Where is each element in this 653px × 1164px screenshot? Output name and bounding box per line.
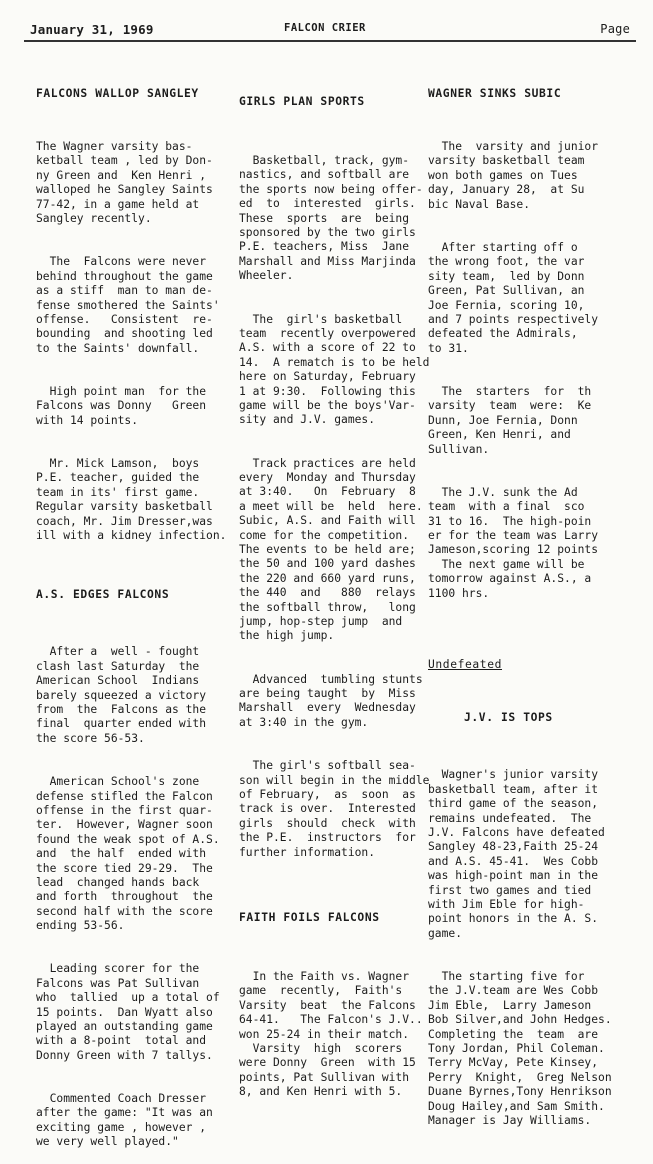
article-paragraph: Commented Coach Dresser after the game: "It was an exciting game , however , we very well played." [36, 1092, 213, 1149]
article-paragraph: The girl's softball sea- son will begin in the middle of February, as soon as track is over. Interested girls should check with the P.E. instructors for further information. [239, 759, 430, 859]
article-paragraph: The girl's basketball team recently overpowered A.S. with a score of 22 to 14. A rematch is to be held here on Saturday, February 1 at 9:30. Following this game will be the boys'Var- sity and J.V. games. [239, 312, 430, 427]
article-paragraph: High point man for the Falcons was Donny Green with 14 points. [36, 384, 207, 427]
headline-falcons-wallop-sangley: FALCONS WALLOP SANGLEY [36, 86, 199, 100]
article-paragraph: The starters for th varsity team were: Ke Dunn, Joe Fernia, Donn Green, Ken Henri, and Sullivan. [428, 384, 592, 456]
column-1 [36, 52, 227, 1164]
article-paragraph: Mr. Mick Lamson, boys P.E. teacher, guided the team in its' first game. Regular varsity basketball coach, Mr. Jim Dresser,was ill with a kidney infection. [36, 456, 227, 542]
headline-as-edges-falcons: A.S. EDGES FALCONS [36, 588, 170, 602]
article-paragraph: Leading scorer for the Falcons was Pat Sullivan who tallied up a total of 15 points. Dan Wyatt also played an outstanding game with a 8-point total and Donny Green with 7 tallys. [36, 962, 220, 1062]
page-label: Page [600, 22, 630, 36]
page-header [22, 18, 634, 40]
article-paragraph: After starting off o the wrong foot, the var sity team, led by Donn Green, Pat Sullivan, an Joe Fernia, scoring 10, and 7 points respectively defeated the Admirals, to 31. [428, 240, 599, 355]
article-paragraph: After a well - fought clash last Saturday the American School Indians barely squeezed a victory from the Falcons as the final quarter ended with the score 56-53. [36, 645, 207, 745]
headline-jv-is-tops: J.V. IS TOPS [464, 711, 553, 725]
header-rule [24, 40, 636, 42]
column-2 [239, 52, 430, 1114]
column-3 [428, 52, 616, 1143]
headline-girls-plan-sports: GIRLS PLAN SPORTS [239, 94, 365, 108]
article-paragraph: Advanced tumbling stunts are being taught by Miss Marshall every Wednesday at 3:40 in the gym. [239, 672, 423, 729]
article-paragraph: The Wagner varsity bas- ketball team , led by Don- ny Green and Ken Henri , walloped he Sangley Saints 77-42, in a game held at Sangley recently. [36, 140, 213, 226]
headline-undefeated: Undefeated [428, 657, 503, 671]
article-paragraph: In the Faith vs. Wagner game recently, Faith's Varsity beat the Falcons 64-41. The Falcon's J.V.. won 25-24 in their match. Varsity high scorers were Donny Green with 15 points, Pat Sullivan with 8, and Ken Henri with 5. [239, 969, 423, 1099]
article-paragraph: The starting five for the J.V.team are Wes Cobb Jim Eble, Larry Jameson Bob Silver,and John Hedges. Completing the team are Tony Jordan, Phil Coleman. Terry McVay, Pete Kinsey, Perry Knight, Greg Nelson Duane Byrnes,Tony Henrikson Doug Hailey,and Sam Smith. Manager is Jay Williams. [428, 969, 612, 1128]
article-paragraph: The varsity and junior varsity basketball team won both games on Tues day, January 28, at Su bic Naval Base. [428, 140, 599, 211]
issue-date: January 31, 1969 [30, 22, 154, 37]
headline-wagner-sinks-subic: WAGNER SINKS SUBIC [428, 86, 562, 100]
article-paragraph: The Falcons were never behind throughout the game as a stiff man to man de- fense smothered the Saints' offense. Consistent re- bounding and shooting led to the Saints' downfall. [36, 255, 220, 355]
article-paragraph: The J.V. sunk the Ad team with a final sco 31 to 16. The high-poin er for the team was Larry Jameson,scoring 12 points The next game will be tomorrow against A.S., a 1100 hrs. [428, 485, 599, 600]
article-paragraph: American School's zone defense stifled the Falcon offense in the first quar- ter. However, Wagner soon found the weak spot of A.S. and the half ended with the score tied 29-29. The lead changed hands back and forth throughout the second half with the score ending 53-56. [36, 775, 220, 933]
article-paragraph: Track practices are held every Monday and Thursday at 3:40. On February 8 a meet will be held here. Subic, A.S. and Faith will come for the competition. The events to be held are; the 50 and 100 yard dashes the 220 and 660 yard runs, the 440 and 880 relays the softball throw, long jump, hop-step jump and the high jump. [239, 456, 423, 643]
headline-faith-foils-falcons: FAITH FOILS FALCONS [239, 910, 380, 924]
article-paragraph: Basketball, track, gym- nastics, and softball are the sports now being offer- ed to interested girls. These sports are being sponsored by the two girls P.E. teachers, Miss Jane Marshall and Miss Marjinda Wheeler. [239, 154, 423, 283]
newspaper-name: FALCON CRIER [284, 22, 366, 34]
article-paragraph: Wagner's junior varsity basketball team, after it third game of the season, remains undefeated. The J.V. Falcons have defeated Sangley 48-23,Faith 25-24 and A.S. 45-41. Wes Cobb was high-point man in the first two games and tied with Jim Eble for high- point honors in the A. S. game. [428, 768, 605, 940]
